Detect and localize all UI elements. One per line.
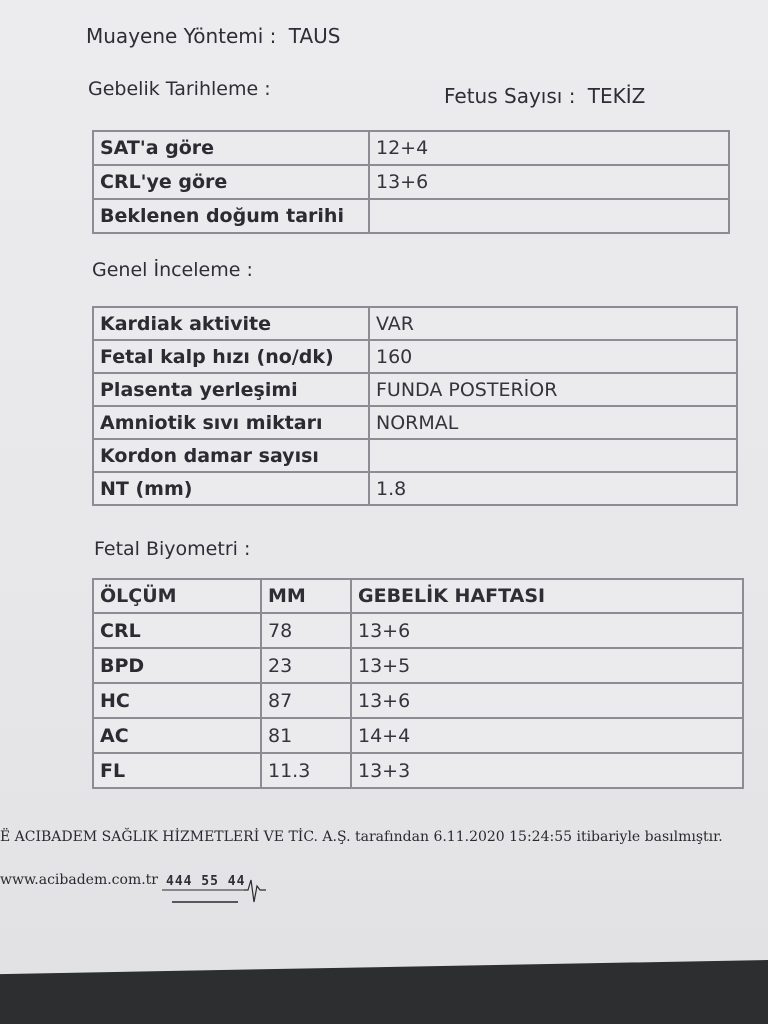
table-row — [93, 340, 737, 373]
exam-label: NT (mm) — [93, 472, 369, 505]
fetus-count-value: TEKİZ — [587, 84, 646, 108]
dating-label: SAT'a göre — [93, 131, 369, 165]
dating-label: Beklenen doğum tarihi — [93, 199, 369, 233]
exam-value: 1.8 — [369, 472, 737, 505]
exam-value: VAR — [369, 307, 737, 340]
exam-method-label: Muayene Yöntemi : — [86, 24, 277, 48]
dating-title: Gebelik Tarihleme : — [88, 78, 271, 100]
exam-method-line — [86, 24, 340, 48]
biometry-title: Fetal Biyometri : — [94, 538, 251, 560]
column-header-measure: ÖLÇÜM — [93, 579, 261, 613]
column-header-week: GEBELİK HAFTASI — [351, 579, 743, 613]
exam-value: NORMAL — [369, 406, 737, 439]
table-row — [93, 439, 737, 472]
dating-value: 12+4 — [369, 131, 729, 165]
general-exam-table — [92, 306, 738, 506]
exam-method-value: TAUS — [288, 24, 341, 48]
exam-value — [369, 439, 737, 472]
mm-cell: 87 — [261, 683, 351, 718]
week-cell: 13+6 — [351, 683, 743, 718]
table-row — [93, 648, 743, 683]
print-info-line: Ё ACIBADEM SAĞLIK HİZMETLERİ VE TİC. A.Ş. tarafından 6.11.2020 15:24:55 itibariyle basılmıştır. — [0, 829, 723, 845]
table-row — [93, 373, 737, 406]
general-exam-title: Genel İnceleme : — [92, 259, 253, 281]
exam-label: Kardiak aktivite — [93, 307, 369, 340]
table-row — [93, 307, 737, 340]
measure-cell: AC — [93, 718, 261, 753]
table-row — [93, 406, 737, 439]
table-header-row — [93, 579, 743, 613]
fetus-count-line — [444, 84, 645, 108]
exam-value: FUNDA POSTERİOR — [369, 373, 737, 406]
phone-logo — [158, 866, 268, 910]
exam-label: Amniotik sıvı miktarı — [93, 406, 369, 439]
exam-label: Kordon damar sayısı — [93, 439, 369, 472]
measure-cell: BPD — [93, 648, 261, 683]
phone-number: 444 55 44 — [166, 874, 246, 889]
week-cell: 13+3 — [351, 753, 743, 788]
dating-value: 13+6 — [369, 165, 729, 199]
table-row — [93, 753, 743, 788]
table-row — [93, 718, 743, 753]
mm-cell: 11.3 — [261, 753, 351, 788]
table-row — [93, 613, 743, 648]
table-row — [93, 683, 743, 718]
dating-table — [92, 130, 730, 234]
week-cell: 13+6 — [351, 613, 743, 648]
fetus-count-label: Fetus Sayısı : — [444, 84, 576, 108]
exam-value: 160 — [369, 340, 737, 373]
measure-cell: HC — [93, 683, 261, 718]
exam-label: Plasenta yerleşimi — [93, 373, 369, 406]
mm-cell: 78 — [261, 613, 351, 648]
measure-cell: FL — [93, 753, 261, 788]
dating-label: CRL'ye göre — [93, 165, 369, 199]
website-text: www.acibadem.com.tr — [0, 872, 158, 888]
table-row — [93, 472, 737, 505]
exam-label: Fetal kalp hızı (no/dk) — [93, 340, 369, 373]
week-cell: 13+5 — [351, 648, 743, 683]
biometry-table — [92, 578, 744, 789]
column-header-mm: MM — [261, 579, 351, 613]
measure-cell: CRL — [93, 613, 261, 648]
week-cell: 14+4 — [351, 718, 743, 753]
table-row — [93, 131, 729, 165]
table-row — [93, 199, 729, 233]
table-row — [93, 165, 729, 199]
mm-cell: 23 — [261, 648, 351, 683]
mm-cell: 81 — [261, 718, 351, 753]
dating-value — [369, 199, 729, 233]
